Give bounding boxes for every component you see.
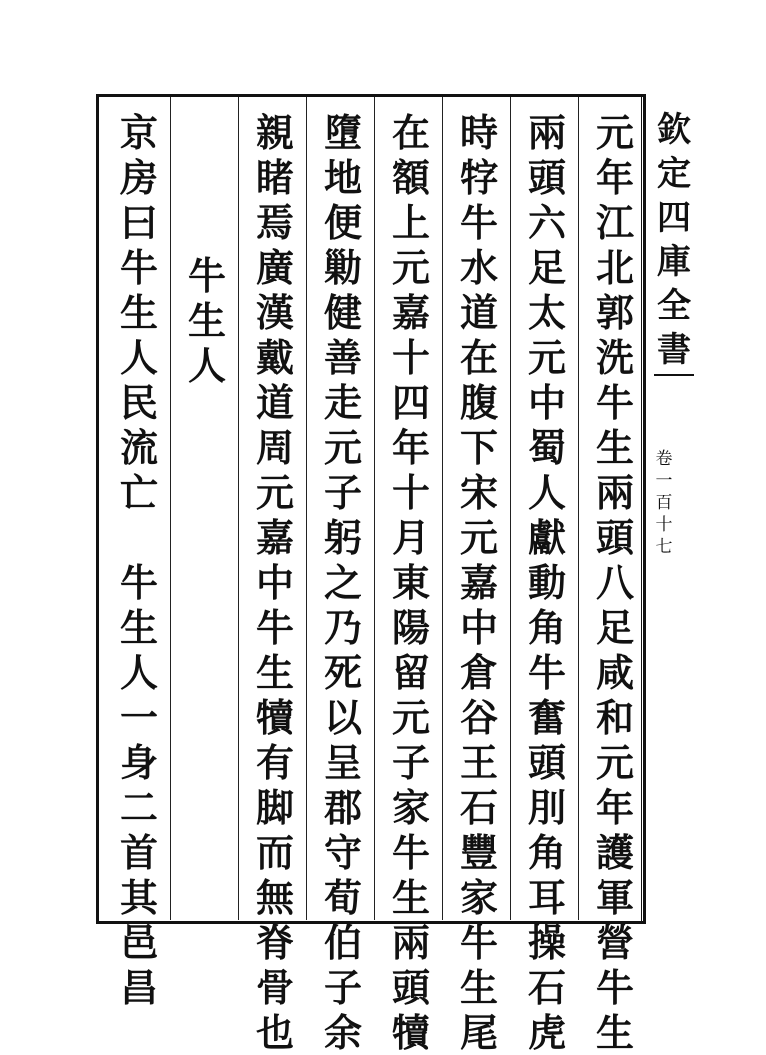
text-char: 元 [391, 695, 430, 740]
text-char: 足 [595, 605, 634, 650]
text-column-6 [246, 110, 304, 1055]
text-char: 兩 [595, 470, 634, 515]
text-char: 荀 [323, 875, 362, 920]
text-char: 善 [323, 335, 362, 380]
juan-number [652, 448, 676, 558]
text-char: 有 [255, 740, 294, 785]
text-char: 江 [595, 200, 634, 245]
text-column-2 [518, 110, 576, 1055]
text-column-5 [314, 110, 372, 1055]
text-char: 角 [527, 830, 566, 875]
text-char: 石 [459, 785, 498, 830]
text-char: 而 [255, 830, 294, 875]
text-char: 生 [255, 650, 294, 695]
text-char: 生 [119, 290, 158, 335]
text-char: 留 [391, 650, 430, 695]
running-title [652, 108, 696, 378]
text-char: 死 [323, 650, 362, 695]
text-char: 年 [391, 425, 430, 470]
text-char: 在 [459, 335, 498, 380]
text-char: 頭 [391, 965, 430, 1010]
text-char: 一 [655, 471, 673, 491]
text-column-8 [110, 110, 168, 1010]
text-char: 親 [255, 110, 294, 155]
text-char: 卷 [655, 449, 673, 469]
text-char: 頭 [595, 515, 634, 560]
column-rule [170, 97, 171, 920]
text-char: 洗 [595, 335, 634, 380]
text-char: 刖 [527, 785, 566, 830]
text-char: 躬 [323, 515, 362, 560]
text-char: 陽 [391, 605, 430, 650]
text-char: 民 [119, 380, 158, 425]
text-char: 其 [119, 875, 158, 920]
text-char: 子 [391, 740, 430, 785]
section-heading [178, 253, 236, 388]
text-char: 東 [391, 560, 430, 605]
text-char: 焉 [255, 200, 294, 245]
text-char: 生 [119, 605, 158, 650]
text-char: 家 [391, 785, 430, 830]
text-char: 犢 [255, 695, 294, 740]
text-char: 墮 [323, 110, 362, 155]
text-char: 曰 [119, 200, 158, 245]
text-char: 中 [527, 380, 566, 425]
text-char: 尾 [459, 1010, 498, 1055]
text-char: 人 [187, 343, 226, 388]
text-char: 十 [391, 335, 430, 380]
column-rule [442, 97, 443, 920]
text-char: 操 [527, 920, 566, 965]
text-char: 戴 [255, 335, 294, 380]
text-char: 便 [323, 200, 362, 245]
text-char: 奮 [527, 695, 566, 740]
text-char: 牛 [595, 965, 634, 1010]
text-char: 守 [323, 830, 362, 875]
text-char: 邑 [119, 920, 158, 965]
text-char: 兩 [527, 110, 566, 155]
text-char: 元 [255, 470, 294, 515]
text-char: 兩 [391, 920, 430, 965]
text-char: 生 [187, 298, 226, 343]
text-char: 元 [323, 425, 362, 470]
text-char: 無 [255, 875, 294, 920]
text-char: 欽 [657, 110, 691, 150]
text-char: 脚 [255, 785, 294, 830]
text-char: 子 [323, 965, 362, 1010]
text-char: 生 [459, 965, 498, 1010]
text-char: 元 [595, 740, 634, 785]
text-char: 蜀 [527, 425, 566, 470]
text-char: 書 [657, 330, 691, 370]
text-char: 郭 [595, 290, 634, 335]
text-char: 漢 [255, 290, 294, 335]
text-char: 四 [657, 198, 691, 238]
text-char: 年 [595, 785, 634, 830]
column-rule [374, 97, 375, 920]
text-char: 骨 [255, 965, 294, 1010]
text-char: 中 [255, 560, 294, 605]
text-char: 睹 [255, 155, 294, 200]
text-char: 庫 [657, 242, 691, 282]
text-char: 亡 [119, 470, 158, 515]
text-char: 額 [391, 155, 430, 200]
text-char: 流 [119, 425, 158, 470]
text-char: 護 [595, 830, 634, 875]
text-char: 牛 [595, 380, 634, 425]
text-char: 咸 [595, 650, 634, 695]
text-char: 廣 [255, 245, 294, 290]
text-char: 脊 [255, 920, 294, 965]
text-char: 嘉 [255, 515, 294, 560]
text-char: 身 [119, 740, 158, 785]
text-char: 首 [119, 830, 158, 875]
text-column-1 [586, 110, 644, 1055]
text-char: 二 [119, 785, 158, 830]
text-char: 上 [391, 200, 430, 245]
text-char: 八 [595, 560, 634, 605]
text-char: 谷 [459, 695, 498, 740]
text-column-3 [450, 110, 508, 1055]
text-char: 牛 [527, 650, 566, 695]
text-char: 石 [527, 965, 566, 1010]
text-char: 元 [459, 515, 498, 560]
text-char: 下 [459, 425, 498, 470]
text-char: 牸 [459, 155, 498, 200]
text-char: 四 [391, 380, 430, 425]
text-char: 牛 [119, 560, 158, 605]
text-char: 牛 [119, 245, 158, 290]
text-char: 人 [119, 335, 158, 380]
text-char: 京 [119, 110, 158, 155]
text-char: 房 [119, 155, 158, 200]
text-char: 勦 [323, 245, 362, 290]
text-char: 家 [459, 875, 498, 920]
text-char: 犢 [391, 1010, 430, 1055]
text-char: 豐 [459, 830, 498, 875]
text-char: 全 [657, 286, 691, 326]
text-char: 頭 [527, 155, 566, 200]
text-char: 七 [655, 537, 673, 557]
text-char: 虎 [527, 1010, 566, 1055]
text-char: 月 [391, 515, 430, 560]
text-char: 人 [527, 470, 566, 515]
text-char: 角 [527, 605, 566, 650]
text-char: 牛 [391, 830, 430, 875]
text-char: 王 [459, 740, 498, 785]
text-char: 定 [657, 154, 691, 194]
text-char: 十 [391, 470, 430, 515]
text-char: 獻 [527, 515, 566, 560]
text-char: 年 [595, 155, 634, 200]
text-char: 水 [459, 245, 498, 290]
text-char: 生 [595, 1010, 634, 1055]
column-rule [578, 97, 579, 920]
text-char: 之 [323, 560, 362, 605]
text-char: 宋 [459, 470, 498, 515]
text-char: 腹 [459, 380, 498, 425]
text-char: 乃 [323, 605, 362, 650]
fishtail-mark [654, 374, 694, 376]
text-char: 軍 [595, 875, 634, 920]
text-char: 營 [595, 920, 634, 965]
text-char: 地 [323, 155, 362, 200]
text-char: 生 [391, 875, 430, 920]
text-char: 元 [391, 245, 430, 290]
text-char: 元 [527, 335, 566, 380]
text-char: 頭 [527, 740, 566, 785]
text-char: 耳 [527, 875, 566, 920]
text-char: 余 [323, 1010, 362, 1055]
text-char: 郡 [323, 785, 362, 830]
text-char: 十 [655, 515, 673, 535]
text-char: 昌 [119, 965, 158, 1010]
text-char: 元 [595, 110, 634, 155]
text-char: 一 [119, 695, 158, 740]
text-char: 道 [255, 380, 294, 425]
text-char: 牛 [255, 605, 294, 650]
text-char: 中 [459, 605, 498, 650]
text-char: 人 [119, 650, 158, 695]
text-column-4 [382, 110, 440, 1055]
text-char: 健 [323, 290, 362, 335]
text-char: 周 [255, 425, 294, 470]
text-char: 北 [595, 245, 634, 290]
text-char: 牛 [187, 253, 226, 298]
text-char: 嘉 [459, 560, 498, 605]
text-char: 呈 [323, 740, 362, 785]
text-char: 倉 [459, 650, 498, 695]
column-rule [510, 97, 511, 920]
text-char: 嘉 [391, 290, 430, 335]
text-char: 伯 [323, 920, 362, 965]
column-rule [238, 97, 239, 920]
text-char: 也 [255, 1010, 294, 1055]
text-char: 道 [459, 290, 498, 335]
text-char: 時 [459, 110, 498, 155]
text-char: 以 [323, 695, 362, 740]
text-char: 牛 [459, 920, 498, 965]
column-rule [306, 97, 307, 920]
text-char: 動 [527, 560, 566, 605]
text-char: 六 [527, 200, 566, 245]
text-char: 在 [391, 110, 430, 155]
text-char: 生 [595, 425, 634, 470]
text-char: 足 [527, 245, 566, 290]
text-char: 和 [595, 695, 634, 740]
text-char: 牛 [459, 200, 498, 245]
text-char: 走 [323, 380, 362, 425]
text-char: 百 [655, 493, 673, 513]
text-char: 太 [527, 290, 566, 335]
text-char: 子 [323, 470, 362, 515]
